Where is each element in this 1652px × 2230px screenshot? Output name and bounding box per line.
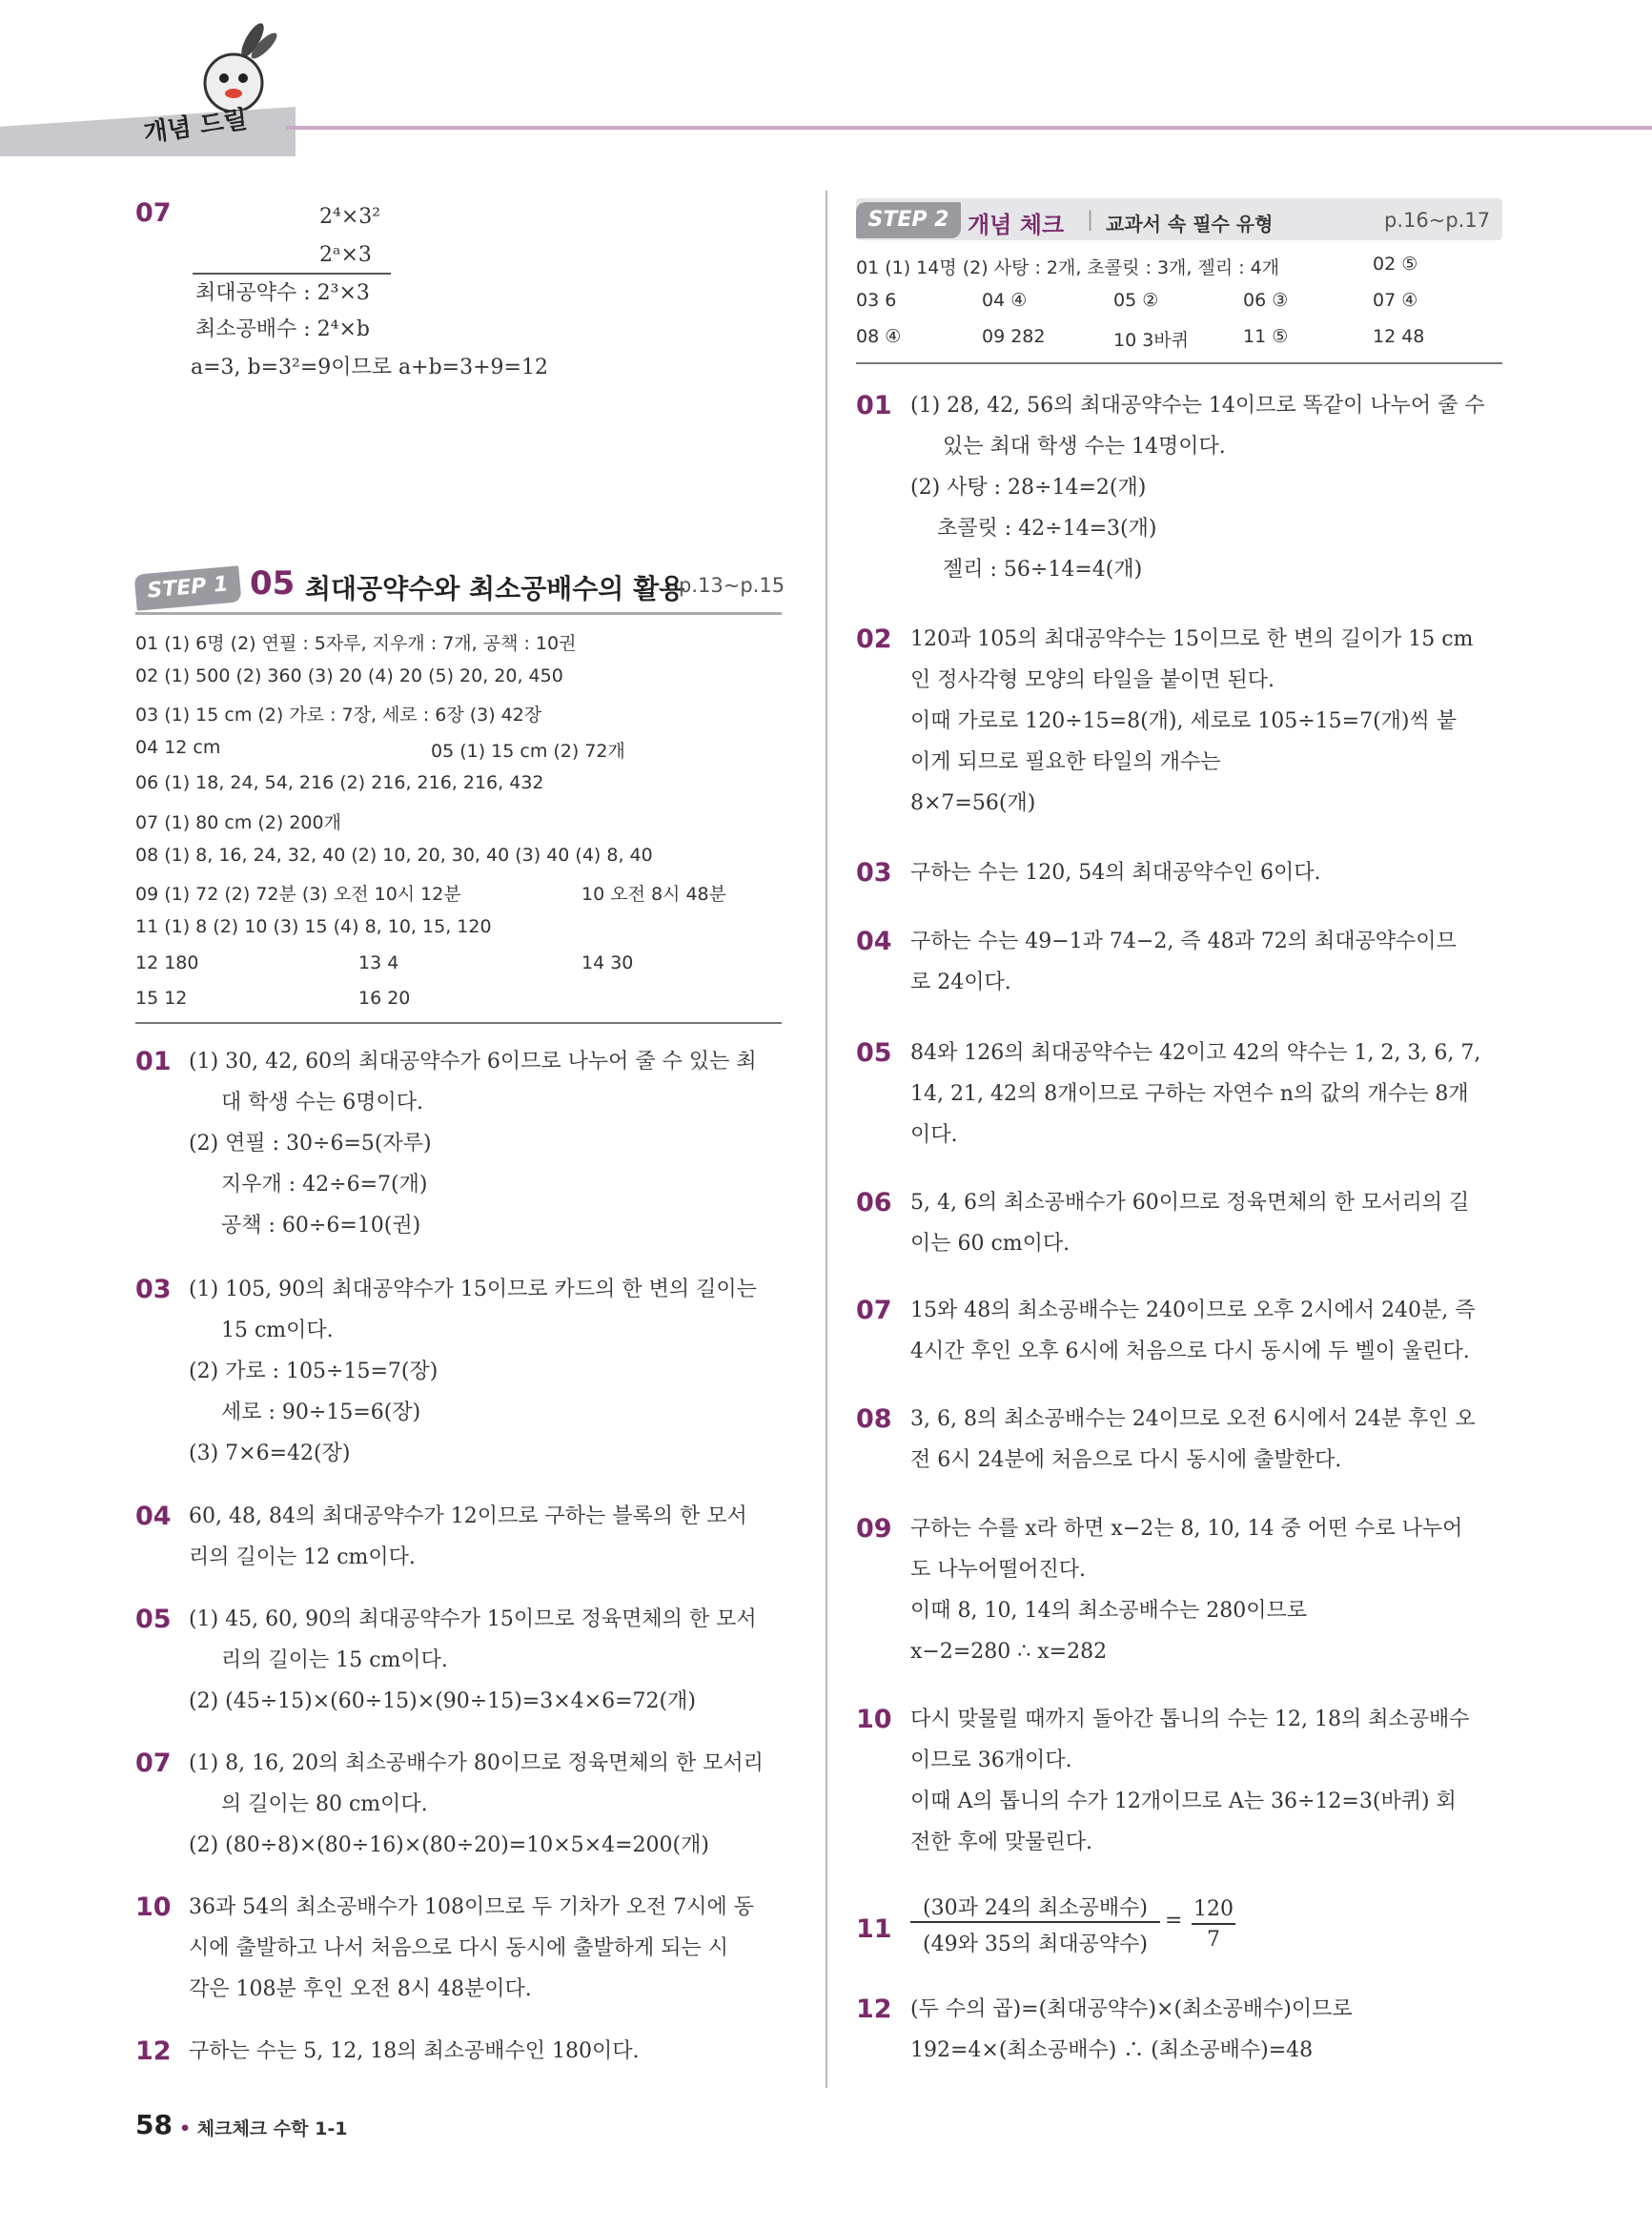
left-sol-04	[189, 1496, 747, 1578]
line: 3, 6, 8의 최소공배수는 24이므로 오전 6시에서 24분 후인 오	[910, 1407, 1476, 1431]
line: 공책 : 60÷6=10(권)	[221, 1214, 421, 1238]
line: (2) 연필 : 30÷6=5(자루)	[189, 1132, 432, 1156]
line: 세로 : 90÷15=6(장)	[221, 1401, 421, 1424]
step1-answer-09: 09 (1) 72 (2) 72분 (3) 오전 10시 12분	[135, 884, 461, 905]
right-sol-01	[910, 385, 1485, 590]
left-sol-12-number: 12	[135, 2036, 172, 2066]
right-sol-04	[910, 921, 1457, 1003]
line: 시에 출발하고 나서 처음으로 다시 동시에 출발하게 되는 시	[189, 1936, 728, 1960]
line: 이는 60 cm이다.	[910, 1232, 1071, 1256]
step1-answer-04: 04 12 cm	[135, 737, 221, 758]
step2-answer-07: 07 ④	[1373, 290, 1418, 311]
line: 리의 길이는 12 cm이다.	[189, 1545, 416, 1569]
right-sol-12-number: 12	[856, 1995, 892, 2024]
line: 4시간 후인 오후 6시에 처음으로 다시 동시에 두 벨이 울린다.	[910, 1340, 1470, 1363]
right-sol-07	[910, 1290, 1475, 1372]
step1-number: 05	[250, 564, 296, 603]
line: 전 6시 24분에 처음으로 다시 동시에 출발한다.	[910, 1448, 1342, 1472]
left-sol-01	[189, 1041, 757, 1246]
line: 지우개 : 42÷6=7(개)	[221, 1173, 428, 1197]
q07-lcm: 최소공배수 : 2⁴×b	[195, 317, 370, 341]
page-number: 58	[135, 2109, 173, 2140]
step1-answer-07: 07 (1) 80 cm (2) 200개	[135, 812, 341, 833]
line: 로 24이다.	[910, 971, 1011, 994]
left-sol-10	[189, 1887, 754, 2010]
line: 전한 후에 맞물린다.	[910, 1831, 1092, 1854]
left-sol-01-number: 01	[135, 1047, 172, 1076]
step2-subtitle: 교과서 속 필수 유형	[1106, 213, 1274, 235]
right-sol-09-number: 09	[856, 1514, 892, 1544]
header-divider	[286, 126, 1652, 130]
right-sol-05	[910, 1033, 1480, 1156]
step1-answer-05: 05 (1) 15 cm (2) 72개	[431, 741, 625, 762]
step2-tag: STEP 2	[856, 202, 961, 238]
value-numerator: 120	[1193, 1897, 1234, 1921]
step1-answer-02: 02 (1) 500 (2) 360 (3) 20 (4) 20 (5) 20, 20, 450	[135, 665, 563, 686]
q07-line1: 2⁴×3²	[319, 205, 381, 229]
value-denominator: 7	[1207, 1928, 1220, 1952]
line: (1) 45, 60, 90의 최대공약수가 15이므로 정육면체의 한 모서	[189, 1607, 757, 1631]
right-sol-07-number: 07	[856, 1296, 892, 1325]
left-sol-12	[189, 2031, 639, 2072]
line: 이므로 36개이다.	[910, 1749, 1072, 1772]
line: 5, 4, 6의 최소공배수가 60이므로 정육면체의 한 모서리의 길	[910, 1191, 1470, 1215]
step2-answer-11: 11 ⑤	[1243, 326, 1289, 347]
right-sol-02-number: 02	[856, 624, 892, 654]
right-sol-08-number: 08	[856, 1404, 892, 1434]
step1-answer-01: 01 (1) 6명 (2) 연필 : 5자루, 지우개 : 7개, 공책 : 10권	[135, 633, 577, 654]
step1-underline	[135, 612, 782, 615]
line: 구하는 수는 120, 54의 최대공약수인 6이다.	[910, 861, 1321, 885]
step1-answer-16: 16 20	[358, 988, 411, 1009]
step2-separator: |	[1087, 208, 1094, 231]
line: 이게 되므로 필요한 타일의 개수는	[910, 750, 1221, 774]
line: 의 길이는 80 cm이다.	[221, 1792, 428, 1816]
left-sol-10-number: 10	[135, 1892, 172, 1922]
right-sol-04-number: 04	[856, 927, 892, 956]
line: 15 cm이다.	[221, 1319, 334, 1342]
line: 다시 맞물릴 때까지 돌아간 톱니의 수는 12, 18의 최소공배수	[910, 1708, 1470, 1731]
right-sol-10-number: 10	[856, 1705, 892, 1734]
step1-answer-11: 11 (1) 8 (2) 10 (3) 15 (4) 8, 10, 15, 120	[135, 916, 492, 937]
right-sol-03	[910, 852, 1320, 893]
step2-answer-05: 05 ②	[1113, 290, 1159, 311]
line: 초콜릿 : 42÷14=3(개)	[937, 517, 1157, 541]
q07-line2: 2ᵃ×3	[319, 243, 372, 267]
step1-answers-divider	[135, 1022, 782, 1024]
line: 각은 108분 후인 오전 8시 48분이다.	[189, 1977, 532, 2001]
q07-number: 07	[135, 198, 172, 228]
q07-result: a=3, b=3²=9이므로 a+b=3+9=12	[191, 356, 548, 379]
right-sol-10	[910, 1699, 1469, 1863]
step1-answer-15: 15 12	[135, 988, 188, 1009]
fraction-denominator-text: (49와 35의 최대공약수)	[923, 1933, 1148, 1956]
right-sol-01-number: 01	[856, 391, 892, 420]
right-sol-09	[910, 1508, 1462, 1672]
step2-answers-divider	[856, 362, 1502, 364]
line: (1) 30, 42, 60의 최대공약수가 6이므로 나누어 줄 수 있는 최	[189, 1050, 757, 1074]
line: 192=4×(최소공배수) ∴ (최소공배수)=48	[910, 2038, 1314, 2062]
line: (두 수의 곱)=(최대공약수)×(최소공배수)이므로	[910, 1997, 1353, 2021]
line: 젤리 : 56÷14=4(개)	[943, 558, 1143, 582]
line: 대 학생 수는 6명이다.	[221, 1091, 423, 1115]
line: 84와 126의 최대공약수는 42이고 42의 약수는 1, 2, 3, 6, 7,	[910, 1041, 1481, 1065]
fraction-equals: =	[1165, 1909, 1183, 1933]
left-sol-05-number: 05	[135, 1605, 172, 1634]
step2-answer-08: 08 ④	[856, 326, 902, 347]
line: 이때 가로로 120÷15=8(개), 세로로 105÷15=7(개)씩 붙	[910, 709, 1458, 733]
left-sol-03	[189, 1269, 757, 1474]
line: 이때 8, 10, 14의 최소공배수는 280이므로	[910, 1599, 1307, 1623]
line: (2) (45÷15)×(60÷15)×(90÷15)=3×4×6=72(개)	[189, 1689, 696, 1713]
step1-answer-12: 12 180	[135, 952, 199, 973]
line: (1) 105, 90의 최대공약수가 15이므로 카드의 한 변의 길이는	[189, 1278, 757, 1301]
line: (2) (80÷8)×(80÷16)×(80÷20)=10×5×4=200(개)	[189, 1833, 709, 1857]
line: 리의 길이는 15 cm이다.	[221, 1648, 448, 1672]
value-fraction-bar	[1192, 1923, 1235, 1925]
line: 8×7=56(개)	[910, 791, 1036, 815]
right-sol-03-number: 03	[856, 858, 892, 888]
step2-answer-01: 01 (1) 14명 (2) 사탕 : 2개, 초콜릿 : 3개, 젤리 : 4개	[856, 257, 1280, 278]
line: 구하는 수는 49−1과 74−2, 즉 48과 72의 최대공약수이므	[910, 930, 1457, 953]
step2-title: 개념 체크	[968, 212, 1065, 238]
fraction-bar	[910, 1921, 1160, 1923]
right-sol-02	[910, 619, 1473, 824]
fraction-numerator-text: (30과 24의 최소공배수)	[923, 1896, 1148, 1920]
right-sol-12	[910, 1989, 1353, 2071]
step2-answer-04: 04 ④	[982, 290, 1028, 311]
book-title-text: 체크체크 수학 1-1	[196, 2118, 348, 2139]
column-divider	[826, 191, 827, 2088]
q07-gcd: 최대공약수 : 2³×3	[195, 281, 370, 305]
line: 이다.	[910, 1123, 958, 1147]
step1-answer-06: 06 (1) 18, 24, 54, 216 (2) 216, 216, 216, 432	[135, 772, 544, 793]
line: 도 나누어떨어진다.	[910, 1558, 1087, 1582]
line: 14, 21, 42의 8개이므로 구하는 자연수 n의 값의 개수는 8개	[910, 1082, 1469, 1106]
left-sol-04-number: 04	[135, 1502, 172, 1531]
line: 15와 48의 최소공배수는 240이므로 오후 2시에서 240분, 즉	[910, 1299, 1476, 1322]
line: 이때 A의 톱니의 수가 12개이므로 A는 36÷12=3(바퀴) 회	[910, 1790, 1457, 1813]
step1-answer-10: 10 오전 8시 48분	[581, 884, 726, 905]
right-sol-08	[910, 1399, 1476, 1481]
right-sol-11-number: 11	[856, 1914, 892, 1944]
line: 구하는 수를 x라 하면 x−2는 8, 10, 14 중 어떤 수로 나누어	[910, 1517, 1463, 1541]
line: (2) 사탕 : 28÷14=2(개)	[910, 476, 1147, 500]
step1-answer-08: 08 (1) 8, 16, 24, 32, 40 (2) 10, 20, 30, 40 (3) 40 (4) 8, 40	[135, 845, 653, 866]
line: 60, 48, 84의 최대공약수가 12이므로 구하는 블록의 한 모서	[189, 1504, 747, 1528]
step2-answer-10: 10 3바퀴	[1113, 330, 1190, 351]
line: (2) 가로 : 105÷15=7(장)	[189, 1360, 438, 1383]
step1-title: 최대공약수와 최소공배수의 활용	[305, 573, 685, 604]
step1-answer-03: 03 (1) 15 cm (2) 가로 : 7장, 세로 : 6장 (3) 42장	[135, 705, 542, 726]
step1-answer-13: 13 4	[358, 952, 399, 973]
step2-answer-06: 06 ③	[1243, 290, 1289, 311]
right-sol-05-number: 05	[856, 1038, 892, 1068]
left-sol-07	[189, 1743, 764, 1866]
line: (1) 28, 42, 56의 최대공약수는 14이므로 똑같이 나누어 줄 수	[910, 394, 1485, 418]
step2-answer-09: 09 282	[982, 326, 1046, 347]
left-sol-05	[189, 1599, 757, 1722]
step1-pages: p.13~p.15	[679, 574, 785, 597]
line: 120과 105의 최대공약수는 15이므로 한 변의 길이가 15 cm	[910, 627, 1474, 651]
step2-answer-02: 02 ⑤	[1373, 254, 1418, 275]
left-sol-03-number: 03	[135, 1275, 172, 1304]
step1-tag: STEP 1	[134, 565, 242, 610]
header-label: 개념 드릴	[141, 105, 250, 149]
line: x−2=280 ∴ x=282	[910, 1640, 1108, 1664]
line: 구하는 수는 5, 12, 18의 최소공배수인 180이다.	[189, 2039, 640, 2063]
line: 인 정사각형 모양의 타일을 붙이면 된다.	[910, 668, 1275, 692]
line: 있는 최대 학생 수는 14명이다.	[943, 435, 1226, 459]
line: 36과 54의 최소공배수가 108이므로 두 기차가 오전 7시에 동	[189, 1895, 754, 1919]
step1-answer-14: 14 30	[581, 952, 634, 973]
book-title: • 체크체크 수학 1-1	[179, 2118, 348, 2139]
right-sol-06-number: 06	[856, 1188, 892, 1217]
line: (1) 8, 16, 20의 최소공배수가 80이므로 정육면체의 한 모서리	[189, 1751, 764, 1775]
step2-answer-03: 03 6	[856, 290, 897, 311]
line: (3) 7×6=42(장)	[189, 1442, 351, 1465]
right-sol-06	[910, 1182, 1469, 1264]
left-sol-07-number: 07	[135, 1749, 172, 1778]
step2-pages: p.16~p.17	[1384, 209, 1491, 232]
step2-answer-12: 12 48	[1373, 326, 1425, 347]
